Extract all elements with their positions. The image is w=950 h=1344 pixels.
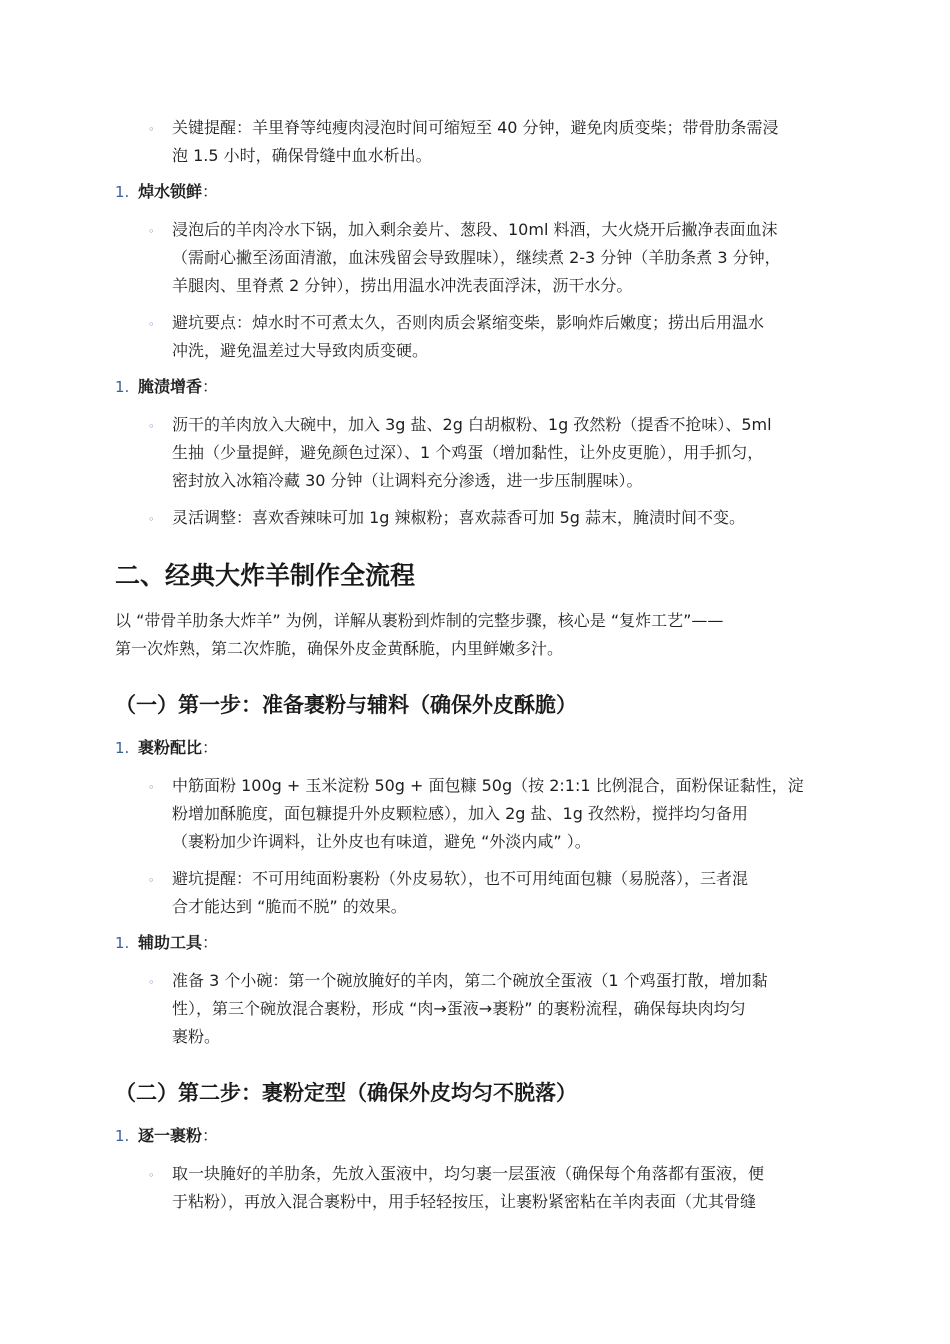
list-item-title bbox=[138, 1122, 218, 1150]
text-line: 第一次炸熟，第二次炸脆，确保外皮金黄酥脆，内里鲜嫩多汁。 bbox=[115, 639, 564, 658]
subsection-heading: （二）第二步：裹粉定型（确保外皮均匀不脱落） bbox=[115, 1081, 577, 1105]
list-number: 1. bbox=[115, 739, 130, 757]
text-line: 生抽（少量提鲜，避免颜色过深）、1 个鸡蛋（增加黏性，让外皮更脆），用手抓匀， bbox=[172, 443, 764, 462]
text-line: 沥干的羊肉放入大碗中，加入 3g 盐、2g 白胡椒粉、1g 孜然粉（提香不抢味）、5ml bbox=[172, 415, 772, 434]
text-line: 避坑要点：焯水时不可煮太久，否则肉质会紧缩变柴，影响炸后嫩度；捞出后用温水 bbox=[172, 313, 765, 332]
sub-bullet: ◦ bbox=[148, 874, 155, 887]
item-title-text: 焯水锁鲜 bbox=[138, 182, 203, 201]
text-line: 冲洗，避免温差过大导致肉质变硬。 bbox=[172, 341, 429, 360]
text-line: 以 “带骨羊肋条大炸羊” 为例，详解从裹粉到炸制的完整步骤，核心是 “复炸工艺”—— bbox=[115, 611, 724, 630]
item-title-text: 辅助工具 bbox=[138, 933, 203, 952]
text-line: 中筋面粉 100g + 玉米淀粉 50g + 面包糠 50g（按 2:1:1 比例混合，面粉保证黏性，淀 bbox=[172, 776, 804, 795]
item-colon: ： bbox=[202, 738, 219, 757]
blanch-steps-text bbox=[172, 216, 837, 300]
list-item-title bbox=[138, 734, 218, 762]
sub-bullet: ◦ bbox=[148, 123, 155, 136]
item-title-text: 腌渍增香 bbox=[138, 377, 203, 396]
text-line: 粉增加酥脆度，面包糠提升外皮颗粒感），加入 2g 盐、1g 孜然粉，搅拌均匀备用 bbox=[172, 804, 748, 823]
list-item-title bbox=[138, 929, 218, 957]
coating-steps-text bbox=[172, 1160, 837, 1216]
subsection-heading: （一）第一步：准备裹粉与辅料（确保外皮酥脆） bbox=[115, 693, 577, 717]
list-item-title bbox=[138, 178, 218, 206]
section-heading: 二、经典大炸羊制作全流程 bbox=[115, 561, 416, 590]
item-colon: ： bbox=[202, 182, 219, 201]
text-line: 关键提醒：羊里脊等纯瘦肉浸泡时间可缩短至 40 分钟，避免肉质变柴；带骨肋条需浸 bbox=[172, 118, 779, 137]
text-line: 浸泡后的羊肉冷水下锅，加入剩余姜片、葱段、10ml 料酒，大火烧开后撇净表面血沫 bbox=[172, 220, 778, 239]
text-line: （需耐心撇至汤面清澈，血沫残留会导致腥味），继续煮 2-3 分钟（羊肋条煮 3 分钟， bbox=[172, 248, 781, 267]
sub-bullet: ◦ bbox=[148, 318, 155, 331]
text-line: 准备 3 个小碗：第一个碗放腌好的羊肉，第二个碗放全蛋液（1 个鸡蛋打散，增加黏 bbox=[172, 971, 768, 990]
text-line: 避坑提醒：不可用纯面粉裹粉（外皮易软），也不可用纯面包糠（易脱落），三者混 bbox=[172, 869, 749, 888]
text-line: 性），第三个碗放混合裹粉，形成 “肉→蛋液→裹粉” 的裹粉流程，确保每块肉均匀 bbox=[172, 999, 746, 1018]
item-title-text: 逐一裹粉 bbox=[138, 1126, 203, 1145]
sub-bullet: ◦ bbox=[148, 513, 155, 526]
sub-bullet: ◦ bbox=[148, 976, 155, 989]
item-colon: ： bbox=[202, 1126, 219, 1145]
text-line: 羊腿肉、里脊煮 2 分钟），捞出用温水冲洗表面浮沫，沥干水分。 bbox=[172, 276, 633, 295]
item-title-text: 裹粉配比 bbox=[138, 738, 203, 757]
list-number: 1. bbox=[115, 1127, 130, 1145]
list-item-title bbox=[138, 373, 218, 401]
marinate-adjust-text bbox=[172, 504, 837, 532]
list-number: 1. bbox=[115, 934, 130, 952]
text-line: 取一块腌好的羊肋条，先放入蛋液中，均匀裹一层蛋液（确保每个角落都有蛋液，便 bbox=[172, 1164, 765, 1183]
coating-pitfall-text bbox=[172, 865, 837, 921]
tools-text bbox=[172, 967, 837, 1051]
coating-ratio-text bbox=[172, 772, 837, 856]
section-intro bbox=[115, 607, 835, 663]
text-line: 合才能达到 “脆而不脱” 的效果。 bbox=[172, 897, 407, 916]
item-colon: ： bbox=[202, 377, 219, 396]
text-line: （裹粉加少许调料，让外皮也有味道，避免 “外淡内咸” ）。 bbox=[172, 832, 591, 851]
blanch-pitfall-text bbox=[172, 309, 837, 365]
sub-bullet: ◦ bbox=[148, 1169, 155, 1182]
list-number: 1. bbox=[115, 378, 130, 396]
key-reminder-text bbox=[172, 114, 837, 170]
list-number: 1. bbox=[115, 183, 130, 201]
text-line: 于粘粉），再放入混合裹粉中，用手轻轻按压，让裹粉紧密粘在羊肉表面（尤其骨缝 bbox=[172, 1192, 757, 1211]
sub-bullet: ◦ bbox=[148, 225, 155, 238]
text-line: 灵活调整：喜欢香辣味可加 1g 辣椒粉；喜欢蒜香可加 5g 蒜末，腌渍时间不变。 bbox=[172, 508, 746, 527]
text-line: 裹粉。 bbox=[172, 1027, 221, 1046]
sub-bullet: ◦ bbox=[148, 420, 155, 433]
marinate-steps-text bbox=[172, 411, 837, 495]
sub-bullet: ◦ bbox=[148, 781, 155, 794]
text-line: 密封放入冰箱冷藏 30 分钟（让调料充分渗透，进一步压制腥味）。 bbox=[172, 471, 643, 490]
item-colon: ： bbox=[202, 933, 219, 952]
text-line: 泡 1.5 小时，确保骨缝中血水析出。 bbox=[172, 146, 432, 165]
